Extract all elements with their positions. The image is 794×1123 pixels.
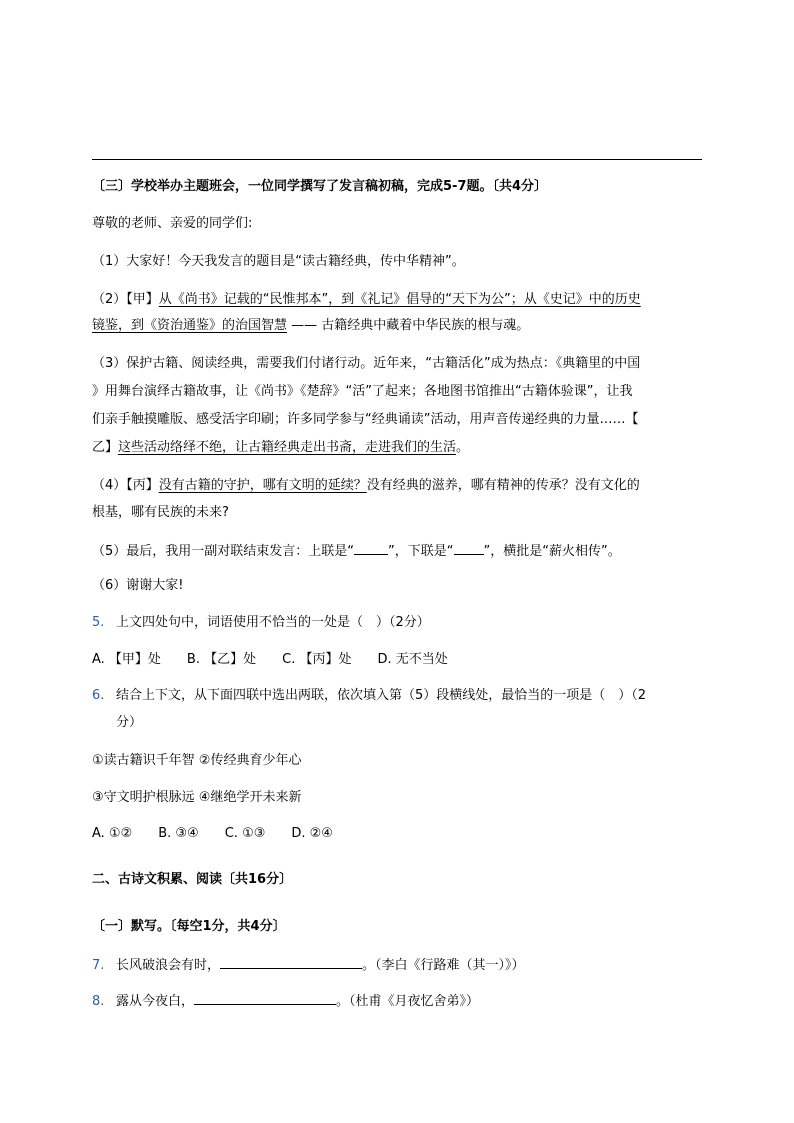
speech-paragraph-6: （6）谢谢大家! (92, 578, 184, 593)
paragraph-2-tail: —— 古籍经典中藏着中华民族的根与魂。 (287, 318, 530, 333)
speech-paragraph-1: （1）大家好！今天我发言的题目是“读古籍经典，传中华精神”。 (92, 254, 465, 269)
couplet-first-blank[interactable] (354, 540, 388, 555)
p5-part-c: ”，横批是“薪火相传”。 (483, 544, 621, 559)
underlined-sentence-yi: 这些活动络绎不绝，让古籍经典走出书斋，走进我们的生活 (118, 440, 457, 455)
p5-part-b: ”，下联是“ (388, 544, 454, 559)
p5-part-a: （5）最后，我用一副对联结束发言：上联是“ (92, 544, 355, 559)
part-2-subheading: 〔一〕默写。〔每空1分，共4分〕 (92, 919, 286, 934)
speech-paragraph-2-line-2 (92, 316, 702, 336)
answer-blank[interactable] (220, 954, 362, 969)
marker-jia: （2）【甲】 (92, 292, 159, 307)
speech-paragraph-2-line-1 (92, 290, 702, 310)
speech-paragraph-5 (92, 540, 702, 562)
question-5-text: 上文四处句中，词语使用不恰当的一处是（ ）（2分） (116, 615, 430, 630)
question-6-options: A. ①② B. ③④ C. ①③ D. ②④ (92, 826, 333, 841)
couplet-second-blank[interactable] (454, 540, 484, 555)
section3-heading: 〔三〕学校举办主题班会，一位同学撰写了发言稿初稿，完成5-7题。〔共4分〕 (92, 179, 548, 194)
marker-bing: （4）【丙】 (92, 478, 159, 493)
speech-paragraph-3-line-3: 们亲手触摸雕版、感受活字印刷；许多同学参与“经典诵读”活动，用声音传递经典的力量……【 (92, 412, 639, 427)
speech-greeting: 尊敬的老师、亲爱的同学们: (92, 216, 253, 231)
speech-paragraph-3-line-2: 》用舞台演绎古籍故事，让《尚书》《楚辞》“活”了起来；各地图书馆推出“古籍体验课”，让我 (92, 384, 633, 399)
paragraph-4-rest: 没有经典的滋养，哪有精神的传承？没有文化的 (366, 478, 640, 493)
speech-paragraph-4-line-2: 根基，哪有民族的未来? (92, 505, 229, 520)
underlined-sentence-jia-cont: 镜鉴，到《资治通鉴》的治国智慧 (92, 318, 288, 333)
question-number: 8. (92, 994, 105, 1009)
speech-paragraph-3-line-1: （3）保护古籍、阅读经典，需要我们付诸行动。近年来，“古籍活化”成为热点：《典籍里的中国 (92, 356, 641, 371)
couplet-options-row-1: ①读古籍识千年智 ②传经典育少年心 (92, 753, 302, 768)
question-8-prompt: 露从今夜白， (116, 994, 195, 1009)
question-8-source: 。（杜甫《月夜忆舍弟》） (336, 994, 480, 1009)
question-7-source: 。（李白《行路难（其一）》） (362, 958, 525, 973)
couplet-options-row-2: ③守文明护根脉远 ④继绝学开未来新 (92, 790, 302, 805)
question-6 (92, 686, 702, 706)
answer-blank[interactable] (194, 990, 336, 1005)
question-number: 7. (92, 958, 105, 973)
question-number: 6. (92, 688, 105, 703)
question-5 (92, 613, 702, 633)
period: 。 (456, 440, 470, 455)
speech-paragraph-3-line-4 (92, 438, 702, 458)
question-6-text: 结合上下文，从下面四联中选出两联，依次填入第（5）段横线处，最恰当的一项是（ ）（2 (116, 688, 647, 703)
underlined-sentence-bing: 没有古籍的守护，哪有文明的延续？ (158, 478, 367, 493)
question-7 (92, 954, 702, 976)
part-2-heading: 二、古诗文积累、阅读〔共16分〕 (92, 872, 293, 887)
question-7-prompt: 长风破浪会有时， (116, 958, 221, 973)
marker-yi: 乙】 (92, 440, 119, 455)
question-number: 5. (92, 615, 105, 630)
speech-paragraph-4-line-1 (92, 476, 702, 496)
question-6-text-cont: 分） (116, 715, 143, 730)
header-rule (92, 159, 702, 160)
question-5-options: A. 【甲】处 B. 【乙】处 C. 【丙】处 D. 无不当处 (92, 652, 448, 667)
question-8 (92, 990, 702, 1012)
underlined-sentence-jia: 从《尚书》记载的“民惟邦本”，到《礼记》倡导的“天下为公”；从《史记》中的历史 (158, 292, 641, 307)
